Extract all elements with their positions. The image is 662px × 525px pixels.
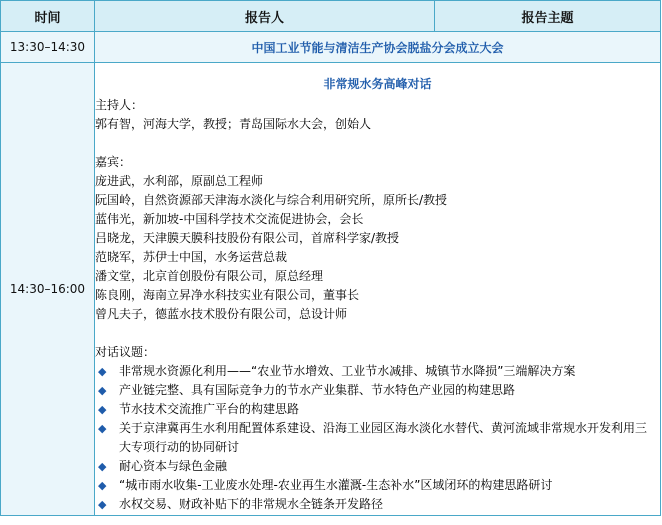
forum-content	[95, 63, 661, 516]
topic-item	[95, 381, 660, 400]
guests-label: 嘉宾：	[95, 154, 132, 169]
opening-title: 中国工业节能与清洁生产协会脱盐分会成立大会	[95, 32, 661, 63]
topic-item	[95, 362, 660, 381]
topic-item	[95, 476, 660, 495]
topic-text: 水权交易、财政补贴下的非常规水全链条开发路径	[119, 496, 384, 511]
opening-time: 13:30–14:30	[1, 32, 95, 63]
header-time: 时间	[1, 1, 95, 32]
topic-text: 耐心资本与绿色金融	[119, 458, 228, 473]
topic-item	[95, 419, 660, 457]
header-speaker: 报告人	[95, 1, 435, 32]
diamond-bullet-icon: ◆	[98, 478, 107, 492]
forum-time: 14:30–16:00	[1, 63, 95, 516]
host-label: 主持人：	[95, 97, 144, 112]
diamond-bullet-icon: ◆	[98, 497, 107, 511]
topic-list	[95, 362, 660, 514]
topics-label: 对话议题：	[95, 344, 156, 359]
diamond-bullet-icon: ◆	[98, 402, 107, 416]
guest-item: 曾凡夫子，德蓝水技术股份有限公司，总设计师	[95, 306, 348, 321]
guest-item: 吕晓龙，天津膜天膜科技股份有限公司，首席科学家/教授	[95, 230, 400, 245]
guest-item: 陈良刚，海南立昇净水科技实业有限公司，董事长	[95, 287, 360, 302]
guest-item: 庞进武，水利部，原副总工程师	[95, 173, 264, 188]
topic-text: 非常规水资源化利用——“农业节水增效、工业节水减排、城镇节水降损”三端解决方案	[119, 363, 576, 378]
header-topic: 报告主题	[435, 1, 661, 32]
diamond-bullet-icon: ◆	[98, 421, 107, 435]
diamond-bullet-icon: ◆	[98, 459, 107, 473]
guest-item: 潘文堂，北京首创股份有限公司，原总经理	[95, 268, 324, 283]
topic-text: “城市雨水收集-工业废水处理-农业再生水灌溉-生态补水”区域闭环的构建思路研讨	[119, 477, 553, 492]
forum-row	[1, 63, 661, 516]
topic-text: 产业链完整、具有国际竞争力的节水产业集群、节水特色产业园的构建思路	[119, 382, 516, 397]
topic-text: 关于京津冀再生水利用配置体系建设、沿海工业园区海水淡化水替代、黄河流域非常规水开发利用三大专项行动的协同研讨	[119, 420, 648, 454]
host-entry: 郭有智，河海大学，教授；青岛国际水大会，创始人	[95, 116, 372, 131]
guest-item: 范晓军，苏伊士中国，水务运营总裁	[95, 249, 288, 264]
guest-item: 阮国岭，自然资源部天津海水淡化与综合利用研究所，原所长/教授	[95, 192, 448, 207]
opening-row	[1, 32, 661, 63]
diamond-bullet-icon: ◆	[98, 364, 107, 378]
topic-item	[95, 457, 660, 476]
topic-text: 节水技术交流推广平台的构建思路	[119, 401, 300, 416]
guest-item: 蓝伟光，新加坡-中国科学技术交流促进协会，会长	[95, 211, 364, 226]
header-row	[1, 1, 661, 32]
topic-item	[95, 400, 660, 419]
forum-title: 非常规水务高峰对话	[323, 76, 432, 91]
diamond-bullet-icon: ◆	[98, 383, 107, 397]
guest-list	[95, 172, 660, 324]
topic-item	[95, 495, 660, 514]
